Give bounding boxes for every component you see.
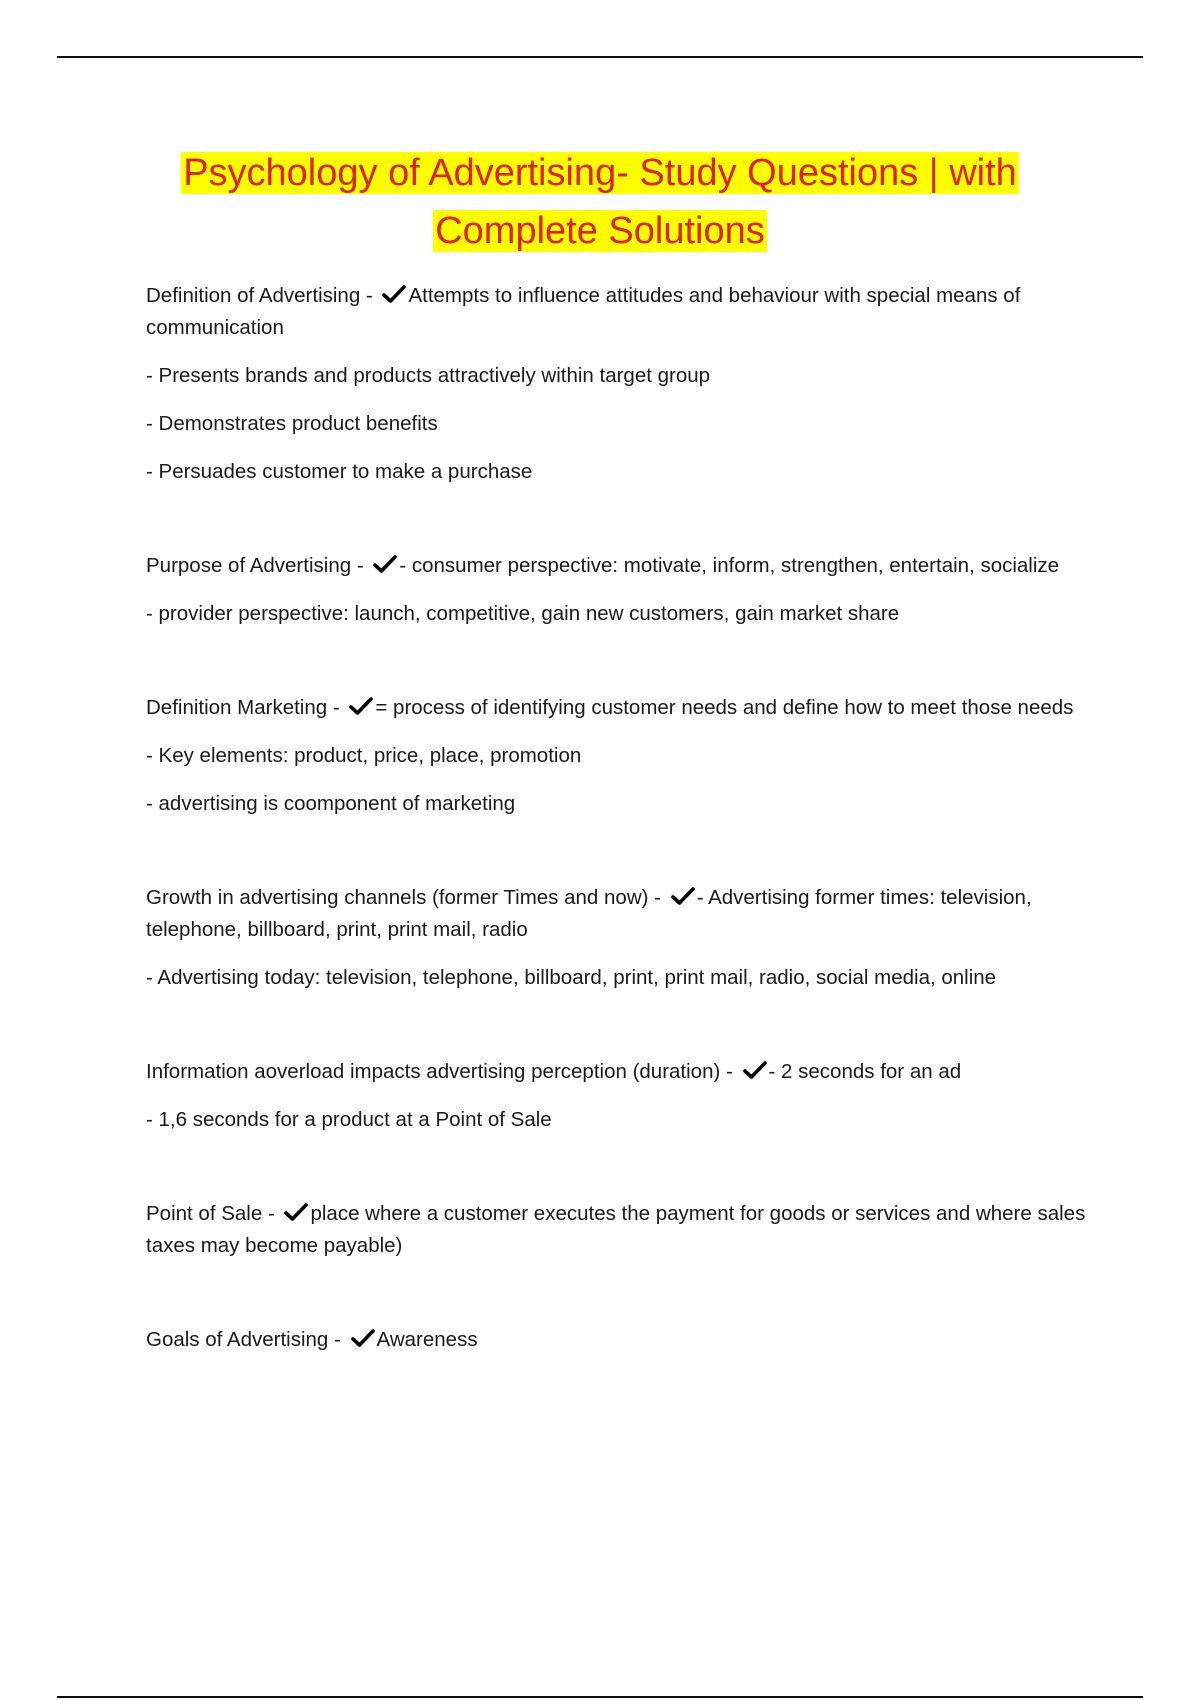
checkmark-icon <box>671 886 695 906</box>
qa-main-line <box>146 280 1092 344</box>
checkmark-icon <box>351 1328 375 1348</box>
top-rule <box>57 56 1143 58</box>
qa-main-line <box>146 1198 1092 1262</box>
answer-detail: - Key elements: product, price, place, promotion <box>146 744 582 767</box>
answer-detail: - provider perspective: launch, competitive, gain new customers, gain market share <box>146 602 900 625</box>
answer-text: Awareness <box>376 1328 478 1351</box>
question-text: Purpose of Advertising - <box>146 554 370 577</box>
question-text: Goals of Advertising - <box>146 1328 347 1351</box>
checkmark-icon <box>743 1060 767 1080</box>
answer-detail: - Advertising today: television, telephone, billboard, print, print mail, radio, social media, online <box>146 966 997 989</box>
answer-text: Attempts to influence attitudes and behaviour with special means of communication <box>146 284 1021 339</box>
qa-entry <box>146 280 1092 488</box>
question-text: Information aoverload impacts advertising perception (duration) - <box>146 1060 739 1083</box>
bottom-rule <box>57 1696 1143 1698</box>
qa-main-line <box>146 1324 1092 1356</box>
document-title <box>100 144 1100 260</box>
qa-main-line <box>146 882 1092 946</box>
question-text: Growth in advertising channels (former Times and now) - <box>146 886 667 909</box>
qa-entry <box>146 1324 1092 1356</box>
answer-text: place where a customer executes the payment for goods or services and where sales taxes may become payable) <box>146 1202 1086 1257</box>
answer-detail: - 1,6 seconds for a product at a Point of Sale <box>146 1108 552 1131</box>
answer-detail: - Presents brands and products attractively within target group <box>146 364 711 387</box>
checkmark-icon <box>284 1202 308 1222</box>
answer-text: - consumer perspective: motivate, inform, strengthen, entertain, socialize <box>399 554 1060 577</box>
answer-text: - Advertising former times: television, telephone, billboard, print, print mail, radio <box>146 886 1032 941</box>
answer-detail: - Persuades customer to make a purchase <box>146 460 533 483</box>
answer-detail: - Demonstrates product benefits <box>146 412 438 435</box>
title-line-2: Complete Solutions <box>435 210 765 252</box>
answer-detail: - advertising is coomponent of marketing <box>146 792 516 815</box>
title-line-1: Psychology of Advertising- Study Questions | with <box>183 152 1017 194</box>
qa-entry <box>146 550 1092 630</box>
qa-list <box>146 280 1092 1418</box>
checkmark-icon <box>373 554 397 574</box>
qa-main-line <box>146 550 1092 582</box>
question-text: Point of Sale - <box>146 1202 281 1225</box>
qa-entry <box>146 1198 1092 1262</box>
qa-main-line <box>146 692 1092 724</box>
question-text: Definition of Advertising - <box>146 284 379 307</box>
qa-entry <box>146 692 1092 820</box>
qa-entry <box>146 1056 1092 1136</box>
answer-text: = process of identifying customer needs and define how to meet those needs <box>375 696 1074 719</box>
checkmark-icon <box>349 696 373 716</box>
answer-text: - 2 seconds for an ad <box>768 1060 962 1083</box>
qa-main-line <box>146 1056 1092 1088</box>
checkmark-icon <box>382 284 406 304</box>
qa-entry <box>146 882 1092 994</box>
question-text: Definition Marketing - <box>146 696 346 719</box>
